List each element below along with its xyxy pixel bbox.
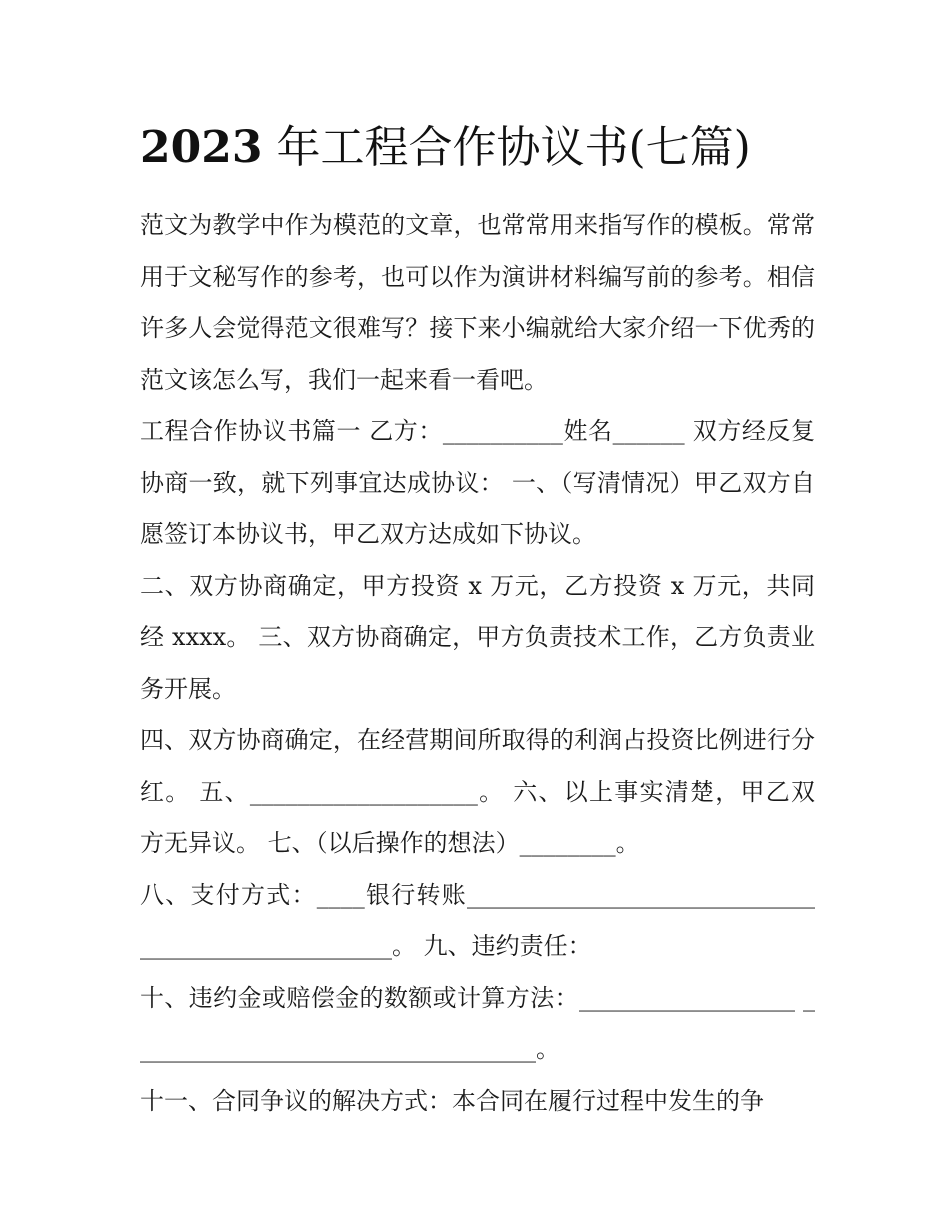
paragraph-5: 十、违约金或赔偿金的数额或计算方法：__________________ __________________________________。: [140, 983, 815, 1063]
paragraph-6: 十一、合同争议的解决方式：本合同在履行过程中发生的争: [140, 1086, 764, 1115]
document-title: [140, 118, 840, 178]
title-text: 年工程合作协议书(七篇): [276, 122, 751, 173]
paragraph-1: 工程合作协议书篇一 乙方：__________姓名______ 双方经反复协商一致，就下列事宜达成协议： 一、（写清情况）甲乙双方自愿签订本协议书，甲乙双方达成如下协议。: [140, 417, 815, 548]
paragraph-2: 二、双方协商确定，甲方投资 x 万元，乙方投资 x 万元，共同经 xxxx。 三、双方协商确定，甲方负责技术工作，乙方负责业务开展。: [140, 571, 815, 703]
title-year: 2023: [140, 122, 263, 173]
paragraph-4: 八、支付方式：____银行转账_____________________________ _____________________。 九、违约责任：: [140, 880, 815, 960]
document-body: [140, 200, 815, 1127]
paragraph-intro: 范文为教学中作为模范的文章，也常常用来指写作的模板。常常用于文秘写作的参考，也可以作为演讲材料编写前的参考。相信许多人会觉得范文很难写？接下来小编就给大家介绍一下优秀的范文该怎么写，我们一起来看一看吧。: [140, 211, 815, 394]
paragraph-3: 四、双方协商确定，在经营期间所取得的利润占投资比例进行分红。 五、___________________。 六、以上事实清楚，甲乙双方无异议。 七、（以后操作的想法）________。: [140, 726, 815, 857]
